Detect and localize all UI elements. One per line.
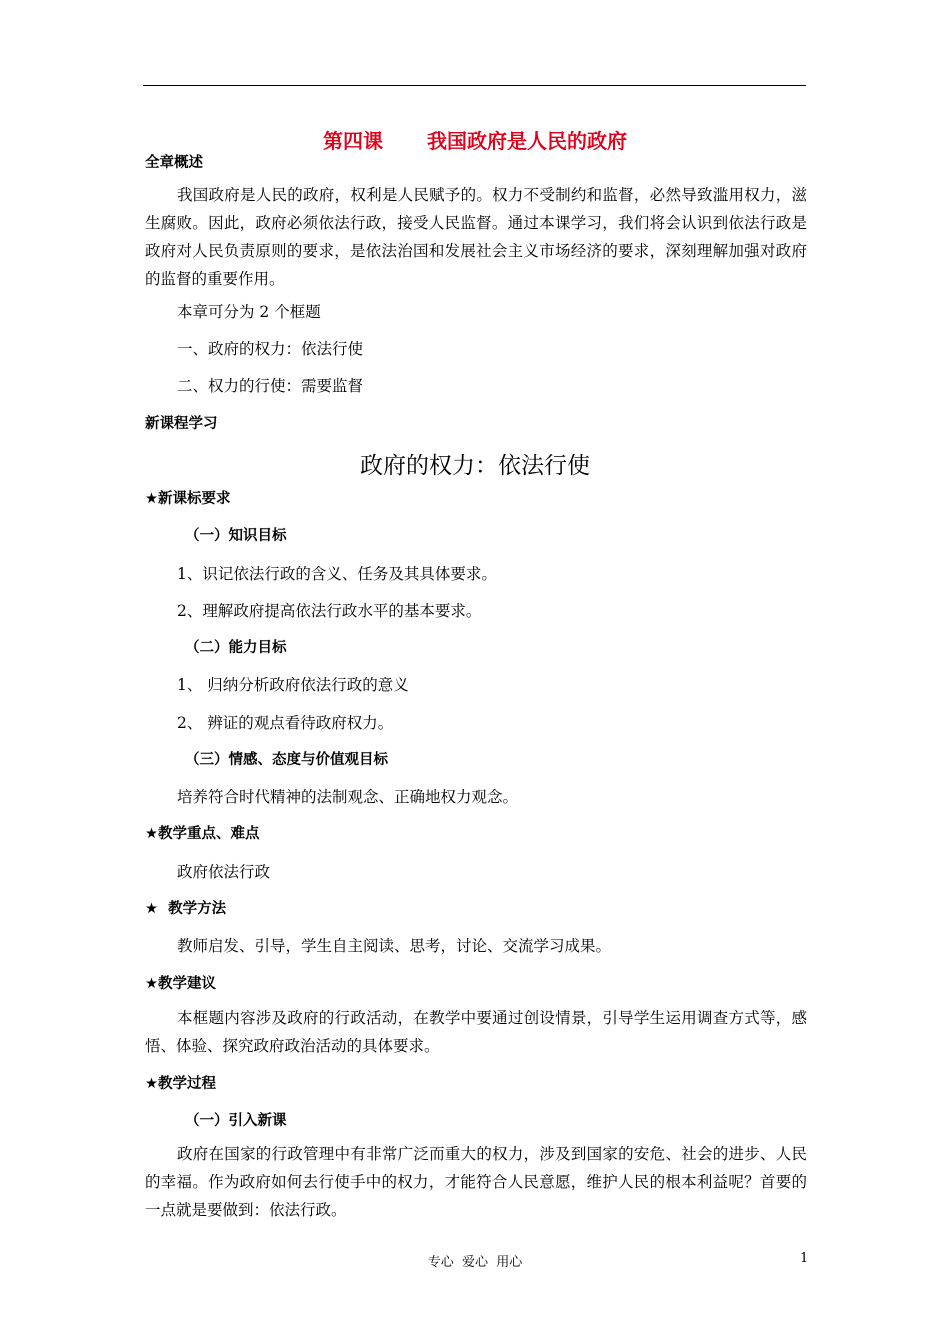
- process-heading: ★教学过程: [145, 1076, 216, 1092]
- frames-intro: 本章可分为 2 个框题: [177, 303, 321, 321]
- lesson-title: [0, 125, 950, 154]
- emotion-item-1: 培养符合时代精神的法制观念、正确地权力观念。: [177, 788, 519, 806]
- new-course-heading: 新课程学习: [145, 416, 218, 432]
- header-rule: [143, 85, 806, 86]
- ability-item-1: 1、 归纳分析政府依法行政的意义: [177, 676, 409, 694]
- frame-1: 一、政府的权力：依法行使: [177, 340, 364, 358]
- requirements-heading: ★新课标要求: [145, 491, 231, 507]
- lesson-title-text: 我国政府是人民的政府: [427, 129, 627, 153]
- emotion-heading: （三）情感、态度与价值观目标: [185, 752, 388, 768]
- knowledge-item-1: 1、识记依法行政的含义、任务及其具体要求。: [177, 565, 497, 583]
- knowledge-item-2: 2、理解政府提高依法行政水平的基本要求。: [177, 602, 482, 620]
- overview-heading: 全章概述: [145, 155, 203, 171]
- frame-2: 二、权力的行使：需要监督: [177, 377, 364, 395]
- suggestion-heading: ★教学建议: [145, 976, 216, 992]
- key-points-heading: ★教学重点、难点: [145, 826, 260, 842]
- page-number: 1: [800, 1251, 809, 1266]
- footer-text: 专心 爱心 用心: [427, 1255, 523, 1270]
- ability-heading: （二）能力目标: [185, 640, 287, 656]
- key-point-item: 政府依法行政: [177, 863, 271, 881]
- method-item: 教师启发、引导，学生自主阅读、思考，讨论、交流学习成果。: [177, 937, 612, 955]
- overview-paragraph: 我国政府是人民的政府，权利是人民赋予的。权力不受制约和监督，必然导致滥用权力，滋生腐败。因此，政府必须依法行政，接受人民监督。通过本课学习，我们将会认识到依法行政是政府对人民负责原则的要求，是依法治国和发展社会主义市场经济的要求，深刻理解加强对政府的监督的重要作用。: [145, 186, 807, 288]
- intro-heading: （一）引入新课: [185, 1113, 287, 1129]
- section-title: 政府的权力：依法行使: [360, 453, 590, 479]
- lesson-title-number: 第四课: [323, 129, 383, 153]
- knowledge-heading: （一）知识目标: [185, 528, 287, 544]
- method-heading: ★ 教学方法: [145, 901, 227, 917]
- suggestion-paragraph: 本框题内容涉及政府的行政活动，在教学中要通过创设情景，引导学生运用调查方式等，感悟、体验、探究政府政治活动的具体要求。: [145, 1009, 807, 1055]
- intro-paragraph: 政府在国家的行政管理中有非常广泛而重大的权力，涉及到国家的安危、社会的进步、人民的幸福。作为政府如何去行使手中的权力，才能符合人民意愿，维护人民的根本利益呢？首要的一点就是要做到：依法行政。: [145, 1145, 807, 1219]
- ability-item-2: 2、 辨证的观点看待政府权力。: [177, 714, 394, 732]
